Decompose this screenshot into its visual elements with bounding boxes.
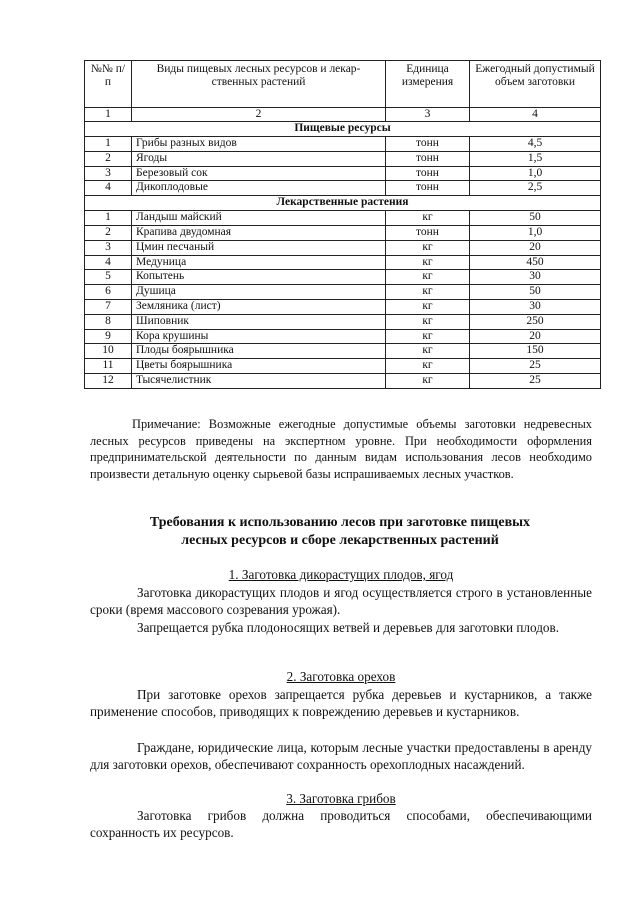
row-resource-name: Ягоды: [132, 151, 386, 166]
section-heading-mushrooms: 3. Заготовка грибов: [286, 791, 396, 806]
row-unit: кг: [386, 329, 470, 344]
column-numbers-row: [85, 108, 601, 122]
row-number: 3: [85, 240, 132, 255]
row-unit: тонн: [386, 166, 470, 181]
row-annual-volume: 2,5: [470, 181, 601, 196]
column-number: 3: [386, 108, 470, 122]
table-row: [85, 299, 601, 314]
table-section-title: Пищевые ресурсы: [85, 122, 601, 137]
row-resource-name: Цмин песчаный: [132, 240, 386, 255]
row-number: 1: [85, 137, 132, 152]
table-row: [85, 373, 601, 388]
header-annual-volume: Ежегодный допустимый объем заготовки: [470, 61, 601, 108]
row-resource-name: Шиповник: [132, 314, 386, 329]
table-section-row: [85, 122, 601, 137]
row-resource-name: Ландыш майский: [132, 211, 386, 226]
row-unit: кг: [386, 344, 470, 359]
row-annual-volume: 4,5: [470, 137, 601, 152]
row-resource-name: Копытень: [132, 270, 386, 285]
column-number: 2: [132, 108, 386, 122]
table-row: [85, 225, 601, 240]
row-unit: тонн: [386, 181, 470, 196]
table-row: [85, 211, 601, 226]
row-number: 7: [85, 299, 132, 314]
row-resource-name: Кора крушины: [132, 329, 386, 344]
row-annual-volume: 25: [470, 359, 601, 374]
row-number: 12: [85, 373, 132, 388]
table-row: [85, 344, 601, 359]
row-annual-volume: 450: [470, 255, 601, 270]
row-unit: кг: [386, 240, 470, 255]
row-unit: кг: [386, 359, 470, 374]
row-resource-name: Медуница: [132, 255, 386, 270]
table-note: Примечание: Возможные ежегодные допустимые объемы заготовки недревесных лесных ресурсов приведены на экспертном уровне. При необходимости оформления предпринимательской деятельности по данным видам использования лесов необходимо произвести детальную оценку сырьевой базы испрашиваемых лесных участков.: [90, 417, 592, 481]
row-number: 6: [85, 285, 132, 300]
section-heading-fruits: 1. Заготовка дикорастущих плодов, ягод: [228, 567, 454, 582]
requirements-title-line1: Требования к использованию лесов при заготовке пищевых: [149, 515, 531, 530]
row-number: 4: [85, 255, 132, 270]
table-row: [85, 137, 601, 152]
row-number: 8: [85, 314, 132, 329]
table-row: [85, 329, 601, 344]
row-annual-volume: 1,0: [470, 225, 601, 240]
header-unit: Единица измерения: [386, 61, 470, 108]
table-row: [85, 166, 601, 181]
row-number: 1: [85, 211, 132, 226]
section-paragraph: Заготовка грибов должна проводиться способами, обеспечивающими сохранность их ресурсов.: [90, 808, 592, 840]
section-paragraph: Запрещается рубка плодоносящих ветвей и деревьев для заготовки плодов.: [137, 620, 560, 635]
row-number: 4: [85, 181, 132, 196]
section-paragraph: Граждане, юридические лица, которым лесные участки предоставлены в аренду для заготовки орехов, обеспечивают сохранность орехоплодных насаждений.: [90, 740, 592, 772]
table-row: [85, 359, 601, 374]
section-paragraph: При заготовке орехов запрещается рубка деревьев и кустарников, а также применение способов, приводящих к повреждению деревьев и кустарников.: [90, 687, 592, 719]
row-resource-name: Тысячелистник: [132, 373, 386, 388]
row-unit: тонн: [386, 225, 470, 240]
row-annual-volume: 150: [470, 344, 601, 359]
row-resource-name: Цветы боярышника: [132, 359, 386, 374]
row-resource-name: Дикоплодовые: [132, 181, 386, 196]
table-row: [85, 255, 601, 270]
row-number: 5: [85, 270, 132, 285]
row-unit: тонн: [386, 137, 470, 152]
row-resource-name: Плоды боярышника: [132, 344, 386, 359]
header-number: №№ п/п: [85, 61, 132, 108]
row-unit: кг: [386, 270, 470, 285]
table-row: [85, 240, 601, 255]
row-annual-volume: 20: [470, 240, 601, 255]
column-number: 4: [470, 108, 601, 122]
row-annual-volume: 50: [470, 285, 601, 300]
row-unit: кг: [386, 211, 470, 226]
table-row: [85, 314, 601, 329]
table-row: [85, 270, 601, 285]
table-body: [85, 122, 601, 389]
table-row: [85, 181, 601, 196]
table-row: [85, 285, 601, 300]
row-unit: кг: [386, 285, 470, 300]
table-section-title: Лекарственные растения: [85, 196, 601, 211]
row-unit: кг: [386, 373, 470, 388]
row-annual-volume: 25: [470, 373, 601, 388]
row-annual-volume: 30: [470, 299, 601, 314]
header-resource-type: Виды пищевых лесных ресурсов и лекар-ственных растений: [132, 61, 386, 108]
resources-table: [84, 60, 601, 389]
row-unit: тонн: [386, 151, 470, 166]
table-row: [85, 151, 601, 166]
row-number: 3: [85, 166, 132, 181]
row-resource-name: Земляника (лист): [132, 299, 386, 314]
section-paragraph: Заготовка дикорастущих плодов и ягод осуществляется строго в установленные сроки (время массового созревания урожая).: [90, 585, 592, 617]
row-unit: кг: [386, 314, 470, 329]
row-resource-name: Душица: [132, 285, 386, 300]
row-annual-volume: 1,0: [470, 166, 601, 181]
requirements-title: [120, 514, 560, 549]
row-annual-volume: 50: [470, 211, 601, 226]
table-header-row: [85, 61, 601, 108]
row-annual-volume: 250: [470, 314, 601, 329]
row-unit: кг: [386, 299, 470, 314]
column-number: 1: [85, 108, 132, 122]
table-section-row: [85, 196, 601, 211]
row-number: 10: [85, 344, 132, 359]
row-number: 11: [85, 359, 132, 374]
row-number: 2: [85, 151, 132, 166]
row-resource-name: Крапива двудомная: [132, 225, 386, 240]
row-resource-name: Березовый сок: [132, 166, 386, 181]
row-annual-volume: 1,5: [470, 151, 601, 166]
row-annual-volume: 20: [470, 329, 601, 344]
row-number: 2: [85, 225, 132, 240]
section-heading-nuts: 2. Заготовка орехов: [286, 669, 396, 684]
row-annual-volume: 30: [470, 270, 601, 285]
requirements-title-line2: лесных ресурсов и сборе лекарственных растений: [181, 532, 499, 548]
row-unit: кг: [386, 255, 470, 270]
row-number: 9: [85, 329, 132, 344]
row-resource-name: Грибы разных видов: [132, 137, 386, 152]
